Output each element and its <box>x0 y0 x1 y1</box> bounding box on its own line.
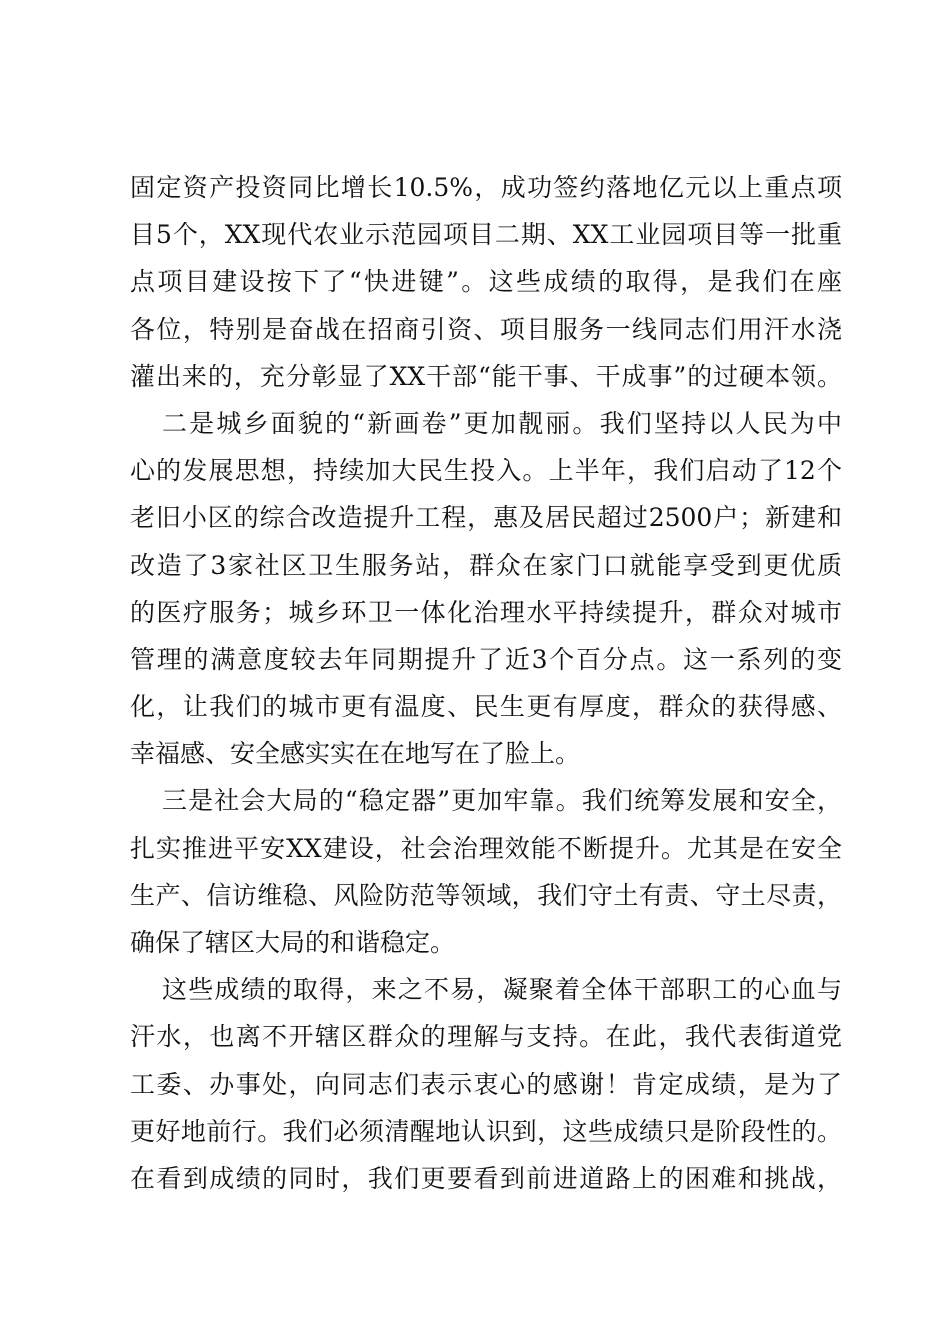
text-line: 灌出来的，充分彰显了XX干部“能干事、干成事”的过硬本领。 <box>130 361 842 391</box>
paragraph-urban-rural <box>130 400 842 778</box>
document-page <box>130 164 842 1202</box>
text-line: 工委、办事处，向同志们表示衷心的感谢！肯定成绩，是为了 <box>130 1069 842 1099</box>
paragraph-investment <box>130 164 842 400</box>
text-line: 固定资产投资同比增长10.5%，成功签约落地亿元以上重点项 <box>130 173 842 202</box>
text-line: 改造了3家社区卫生服务站，群众在家门口就能享受到更优质 <box>130 550 842 580</box>
text-line: 各位，特别是奋战在招商引资、项目服务一线同志们用汗水浇 <box>130 314 842 344</box>
text-line: 的医疗服务；城乡环卫一体化治理水平持续提升，群众对城市 <box>130 597 842 627</box>
paragraph-social-stability <box>130 777 842 966</box>
text-line: 在看到成绩的同时，我们更要看到前进道路上的困难和挑战， <box>130 1163 842 1193</box>
text-line: 扎实推进平安XX建设，社会治理效能不断提升。尤其是在安全 <box>130 833 842 863</box>
text-line: 二是城乡面貌的“新画卷”更加靓丽。我们坚持以人民为中 <box>162 408 842 438</box>
text-line: 这些成绩的取得，来之不易，凝聚着全体干部职工的心血与 <box>162 975 842 1005</box>
text-line: 目5个，XX现代农业示范园项目二期、XX工业园项目等一批重 <box>130 220 842 250</box>
text-line: 三是社会大局的“稳定器”更加牢靠。我们统筹发展和安全， <box>162 786 842 816</box>
text-line: 老旧小区的综合改造提升工程，惠及居民超过2500户；新建和 <box>130 503 842 533</box>
text-line: 化，让我们的城市更有温度、民生更有厚度，群众的获得感、 <box>130 692 842 722</box>
text-line: 点项目建设按下了“快进键”。这些成绩的取得，是我们在座 <box>130 267 842 297</box>
text-line: 幸福感、安全感实实在在地写在了脸上。 <box>130 739 581 769</box>
text-line: 管理的满意度较去年同期提升了近3个百分点。这一系列的变 <box>130 644 842 674</box>
text-line: 确保了辖区大局的和谐稳定。 <box>130 928 456 957</box>
text-line: 生产、信访维稳、风险防范等领域，我们守土有责、守土尽责， <box>130 880 842 910</box>
text-line: 更好地前行。我们必须清醒地认识到，这些成绩只是阶段性的。 <box>130 1116 842 1146</box>
paragraph-acknowledgement <box>130 966 842 1202</box>
text-line: 汗水，也离不开辖区群众的理解与支持。在此，我代表街道党 <box>130 1022 842 1052</box>
text-line: 心的发展思想，持续加大民生投入。上半年，我们启动了12个 <box>130 456 842 486</box>
